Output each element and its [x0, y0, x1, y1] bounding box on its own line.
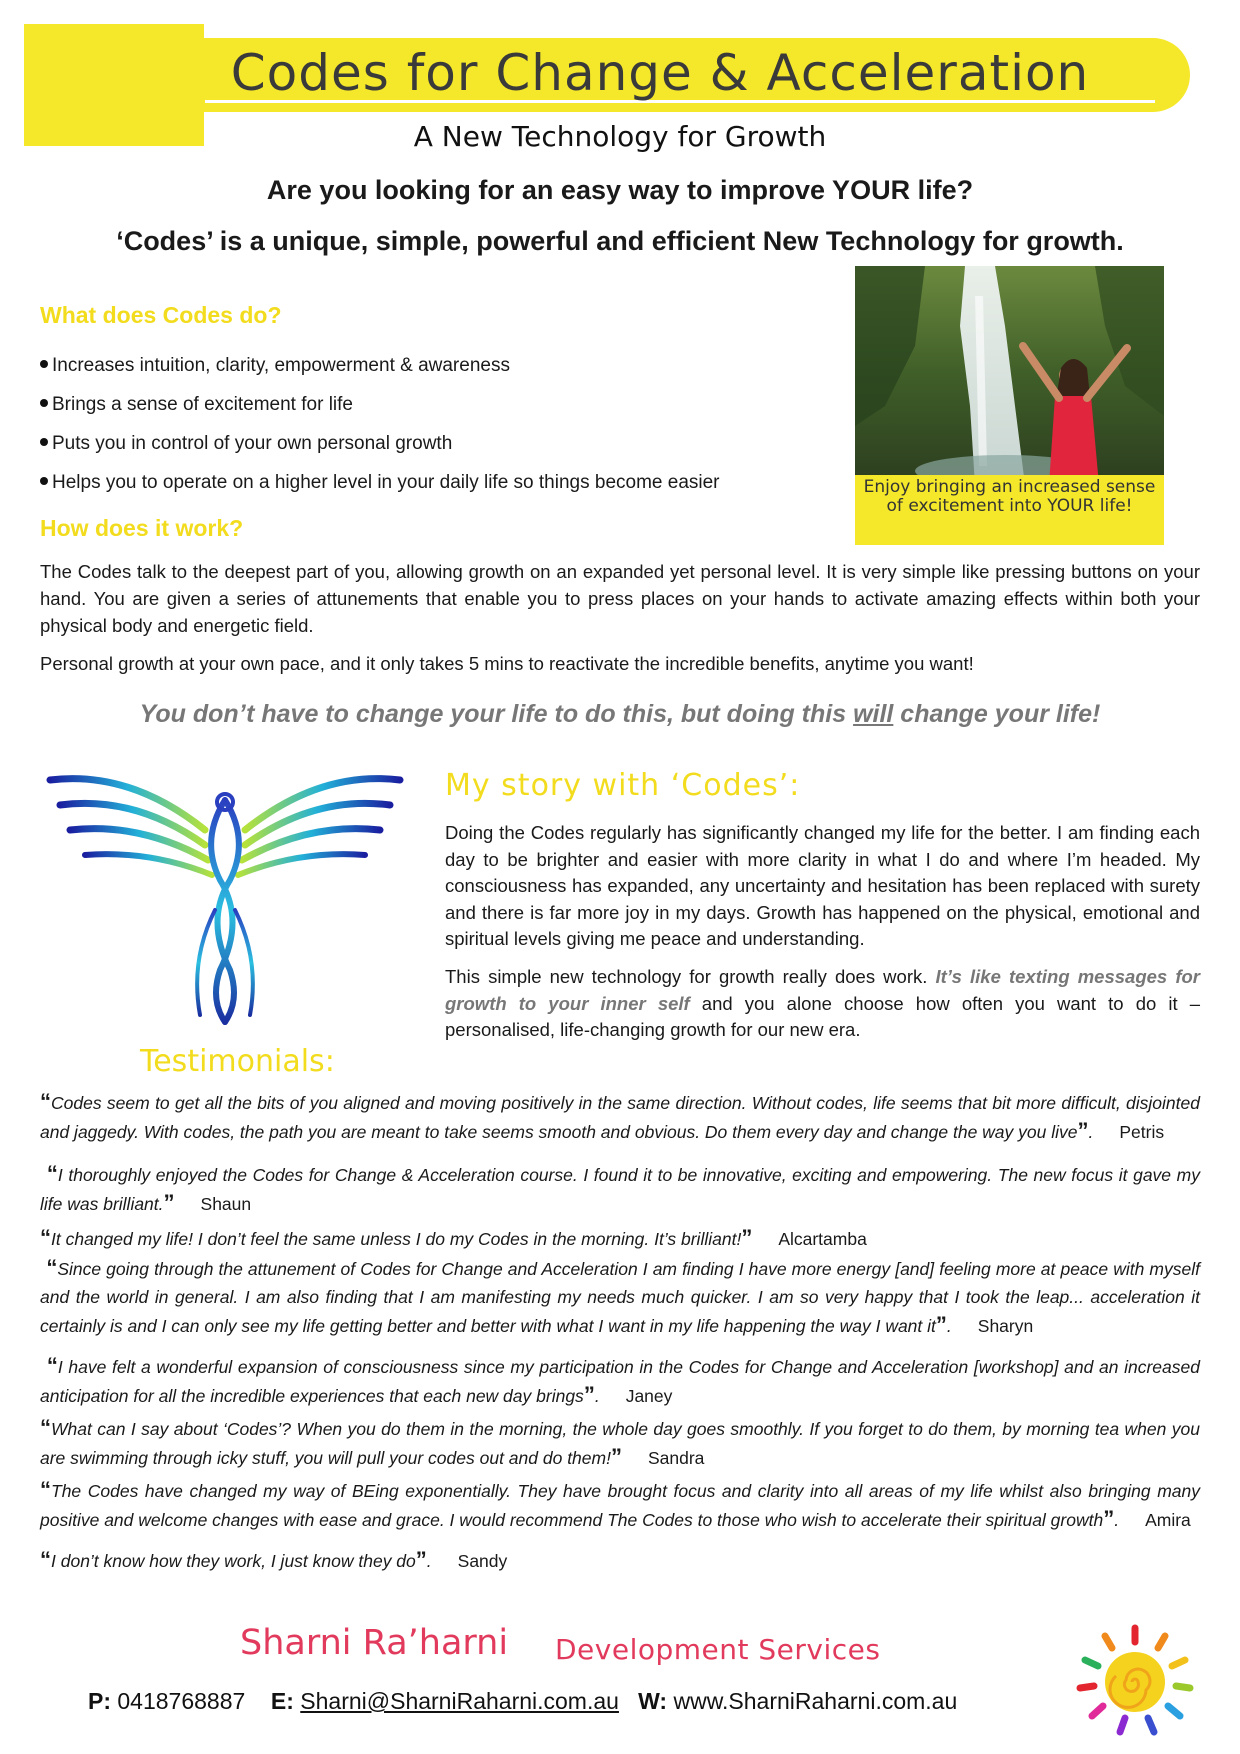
testimonials-heading: Testimonials:	[140, 1044, 335, 1079]
story-paragraph: Doing the Codes regularly has significantly changed my life for the better. I am finding each day to be brighter and easier with more clarity in what I do and where I’m headed. My consciousness has expanded, any uncertainty and hesitation has been replaced with surety and there is far more joy in my days. Growth has happened on the physical, emotional and spiritual levels giving me peace and understanding.	[445, 822, 1200, 949]
story-highlight: It’s like texting messages for growth to your inner self	[445, 966, 1200, 1014]
list-item: Helps you to operate on a higher level in your daily life so things become easier	[40, 463, 840, 502]
email-link[interactable]: Sharni@SharniRaharni.com.au	[300, 1688, 619, 1714]
waterfall-photo	[855, 266, 1164, 485]
testimonial: “I thoroughly enjoyed the Codes for Change & Acceleration course. I found it to be innovative, exciting and empowering. The new focus it gave my life was brilliant.” Shaun	[40, 1161, 1200, 1215]
spiral-sun-icon	[1070, 1620, 1200, 1740]
photo-caption: Enjoy bringing an increased sense of excitement into YOUR life!	[863, 477, 1156, 516]
footer-business: Development Services	[555, 1633, 881, 1666]
story-heading: My story with ‘Codes’:	[445, 768, 801, 803]
bullet-icon	[40, 399, 48, 407]
website-link[interactable]: www.SharniRaharni.com.au	[673, 1688, 958, 1714]
phone-number[interactable]: 0418768887	[117, 1688, 246, 1714]
list-item: Brings a sense of excitement for life	[40, 385, 840, 424]
footer-name: Sharni Ra’harni	[240, 1623, 509, 1663]
email-label: E:	[270, 1688, 294, 1714]
testimonial: “It changed my life! I don’t feel the same unless I do my Codes in the morning. It’s brilliant!” Alcartamba	[40, 1225, 867, 1250]
web-label: W:	[638, 1688, 668, 1714]
how-paragraph: The Codes talk to the deepest part of you, allowing growth on an expanded yet personal level. It is very simple like pressing buttons on your hand. You are given a series of attunements that enable you to press places on your hands to activate amazing effects within both your physical body and energetic field.	[40, 561, 1200, 636]
bullet-icon	[40, 360, 48, 368]
bullet-icon	[40, 477, 48, 485]
header-yellow-block	[24, 24, 204, 146]
testimonial-author: Petris	[1119, 1122, 1165, 1142]
testimonial: “I don’t know how they work, I just know they do”. Sandy	[40, 1547, 508, 1572]
list-item: Increases intuition, clarity, empowerment & awareness	[40, 346, 840, 385]
testimonial-author: Sandy	[457, 1551, 508, 1571]
list-item: Puts you in control of your own personal growth	[40, 424, 840, 463]
page-subtitle: A New Technology for Growth	[413, 120, 827, 153]
testimonial: “I have felt a wonderful expansion of consciousness since my participation in the Codes for Change and Acceleration [workshop] and an increased anticipation for all the incredible experiences that each new day brings”. Janey	[40, 1353, 1200, 1407]
testimonial-author: Janey	[625, 1386, 673, 1406]
tagline-emphasis: will	[853, 700, 894, 728]
phoenix-logo-icon	[40, 760, 410, 1030]
testimonial-author: Amira	[1145, 1510, 1191, 1530]
tagline: You don’t have to change your life to do this, but doing this will change your life!	[139, 700, 1101, 728]
testimonial-author: Sandra	[647, 1448, 705, 1468]
what-list	[40, 346, 840, 502]
headline-question: Are you looking for an easy way to improve YOUR life?	[266, 175, 974, 205]
bullet-icon	[40, 438, 48, 446]
testimonial: “Since going through the attunement of Codes for Change and Acceleration I am finding I have more energy [and] feeling more at peace with myself and the world in general. I am also finding that I am manifesting my needs much quicker. I am so very happy that I took the leap... acceleration it certainly is and I can only see my life getting better and better with what I want in my life happening the way I want it”. Sharyn	[40, 1255, 1200, 1337]
testimonial: “Codes seem to get all the bits of you aligned and moving positively in the same direction. Without codes, life seems that bit more difficult, disjointed and jaggedy. With codes, the path you are meant to take seems smooth and obvious. Do them every day and change the way you live”. Petris	[40, 1089, 1200, 1143]
how-heading: How does it work?	[40, 515, 244, 541]
how-paragraph-2: Personal growth at your own pace, and it only takes 5 mins to reactivate the incredible benefits, anytime you want!	[40, 653, 974, 674]
testimonial-author: Sharyn	[977, 1316, 1034, 1336]
phone-label: P:	[88, 1688, 111, 1714]
testimonial-author: Alcartamba	[778, 1229, 867, 1249]
testimonial: “The Codes have changed my way of BEing exponentially. They have brought focus and clarity into all areas of my life whilst also bringing many positive and welcome changes with ease and grace. I would recommend The Codes to those who wish to accelerate their spiritual growth”. Amira	[40, 1477, 1200, 1531]
story-paragraph-2: This simple new technology for growth really does work. It’s like texting messages for growth to your inner self and you alone choose how often you want to do it – personalised, life-changing growth for our new era.	[445, 966, 1201, 1040]
headline-statement: ‘Codes’ is a unique, simple, powerful and efficient New Technology for growth.	[116, 226, 1124, 256]
what-heading: What does Codes do?	[40, 302, 282, 328]
testimonial-author: Shaun	[200, 1194, 252, 1214]
page-title: Codes for Change & Acceleration	[230, 44, 1090, 102]
footer-contact	[88, 1688, 957, 1715]
testimonial: “What can I say about ‘Codes’? When you do them in the morning, the whole day goes smoothly. If you forget to do them, by morning tea when you are swimming through icky stuff, you will pull your codes out and do them!” Sandra	[40, 1415, 1200, 1469]
